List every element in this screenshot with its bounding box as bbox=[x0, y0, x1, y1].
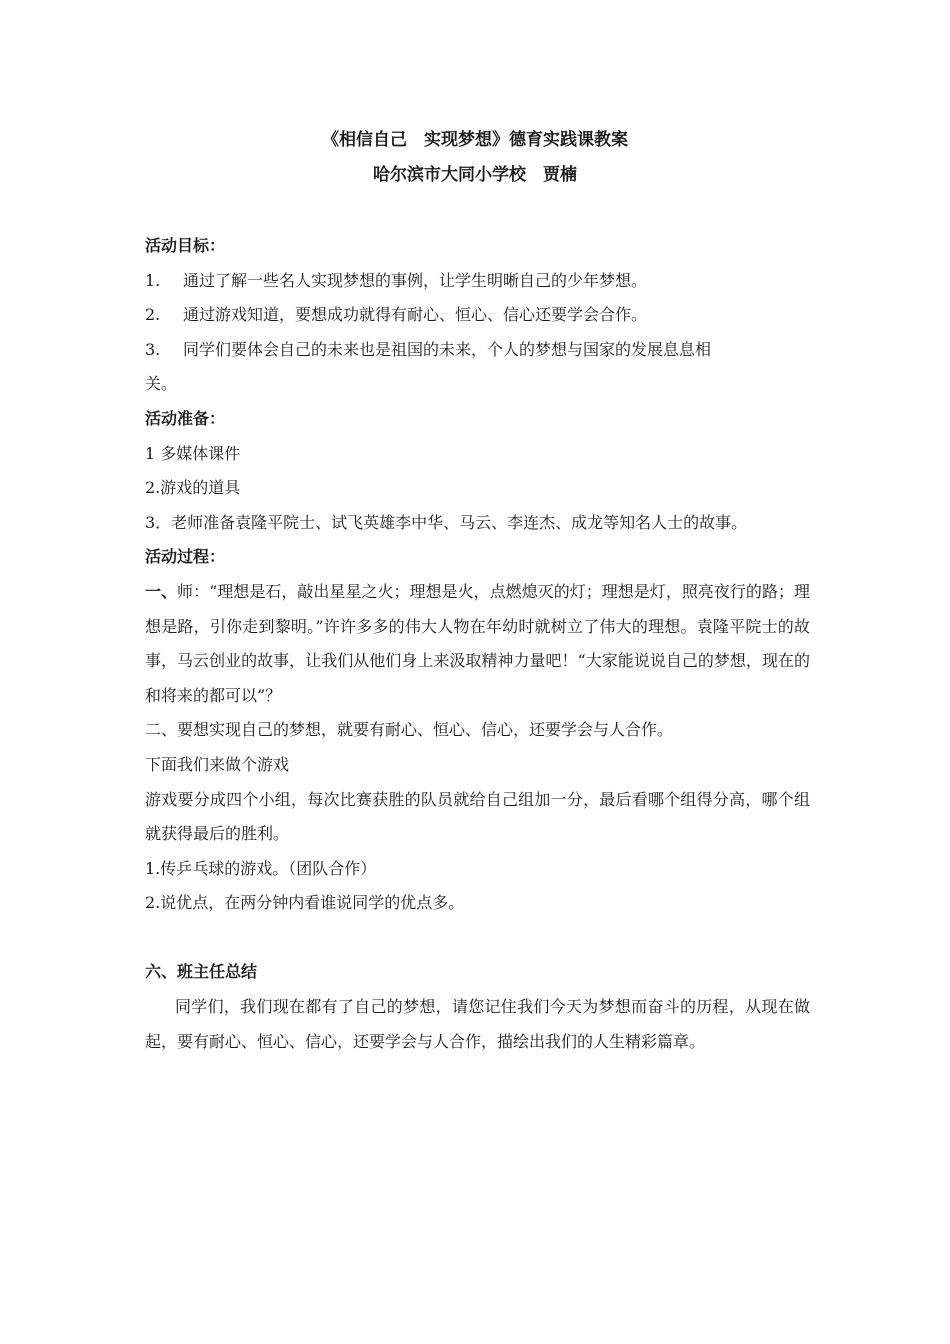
goal-number: 3. bbox=[145, 339, 161, 359]
goal-text: 通过游戏知道，要想成功就得有耐心、恒心、信心还要学会合作。 bbox=[183, 305, 648, 325]
prep-item-1: 1 多媒体课件 bbox=[145, 443, 241, 463]
prep-item-2: 2.游戏的道具 bbox=[145, 478, 241, 498]
process-step-one-text: 师：“理想是石，敲出星星之火；理想是火，点燃熄灭的灯；理想是灯，照亮夜行的路；理想是路，引你走到黎明。”许许多多的伟大人物在年幼时就树立了伟大的理想。袁隆平院士的故事，马云创业的故事，让我们从他们身上来汲取精神力量吧！“大家能说说自己的梦想，现在的和将来的都可以”？ bbox=[145, 581, 810, 705]
game-rules: 游戏要分成四个小组，每次比赛获胜的队员就给自己组加一分，最后看哪个组得分高，哪个组就获得最后的胜利。 bbox=[145, 789, 810, 844]
game-item-2: 2.说优点，在两分钟内看谁说同学的优点多。 bbox=[145, 893, 465, 913]
document-body bbox=[145, 229, 810, 1059]
goal-item-3 bbox=[145, 333, 810, 368]
goal-number: 2. bbox=[145, 305, 161, 325]
paragraph-gap bbox=[145, 921, 810, 956]
prep-heading: 活动准备： bbox=[145, 408, 226, 428]
game-item-1: 1.传乒乓球的游戏。（团队合作） bbox=[145, 858, 377, 878]
summary-text: 同学们，我们现在都有了自己的梦想，请您记住我们今天为梦想而奋斗的历程，从现在做起，要有耐心、恒心、信心，还要学会与人合作，描绘出我们的人生精彩篇章。 bbox=[145, 997, 810, 1051]
goal-continuation: 关。 bbox=[145, 374, 178, 394]
goal-text: 同学们要体会自己的未来也是祖国的未来，个人的梦想与国家的发展息息相 bbox=[183, 339, 712, 359]
game-intro: 下面我们来做个游戏 bbox=[145, 754, 290, 774]
prep-item-3: 3．老师准备袁隆平院士、试飞英雄李中华、马云、李连杰、成龙等知名人士的故事。 bbox=[145, 512, 748, 532]
goal-text: 通过了解一些名人实现梦想的事例，让学生明晰自己的少年梦想。 bbox=[183, 270, 648, 290]
summary-heading: 六、班主任总结 bbox=[145, 962, 258, 982]
process-heading: 活动过程： bbox=[145, 547, 226, 567]
goal-number: 1. bbox=[145, 270, 161, 290]
goal-item-1 bbox=[145, 264, 810, 299]
process-step-one bbox=[145, 575, 810, 713]
process-step-two: 二、要想实现自己的梦想，就要有耐心、恒心、信心，还要学会与人合作。 bbox=[145, 720, 674, 740]
goals-heading: 活动目标： bbox=[145, 236, 226, 255]
document-title: 《相信自己 实现梦想》德育实践课教案 bbox=[322, 130, 628, 150]
goal-item-2 bbox=[145, 298, 810, 333]
document-author: 哈尔滨市大同小学校 贾楠 bbox=[373, 165, 577, 185]
process-step-one-label: 一、 bbox=[145, 581, 178, 601]
